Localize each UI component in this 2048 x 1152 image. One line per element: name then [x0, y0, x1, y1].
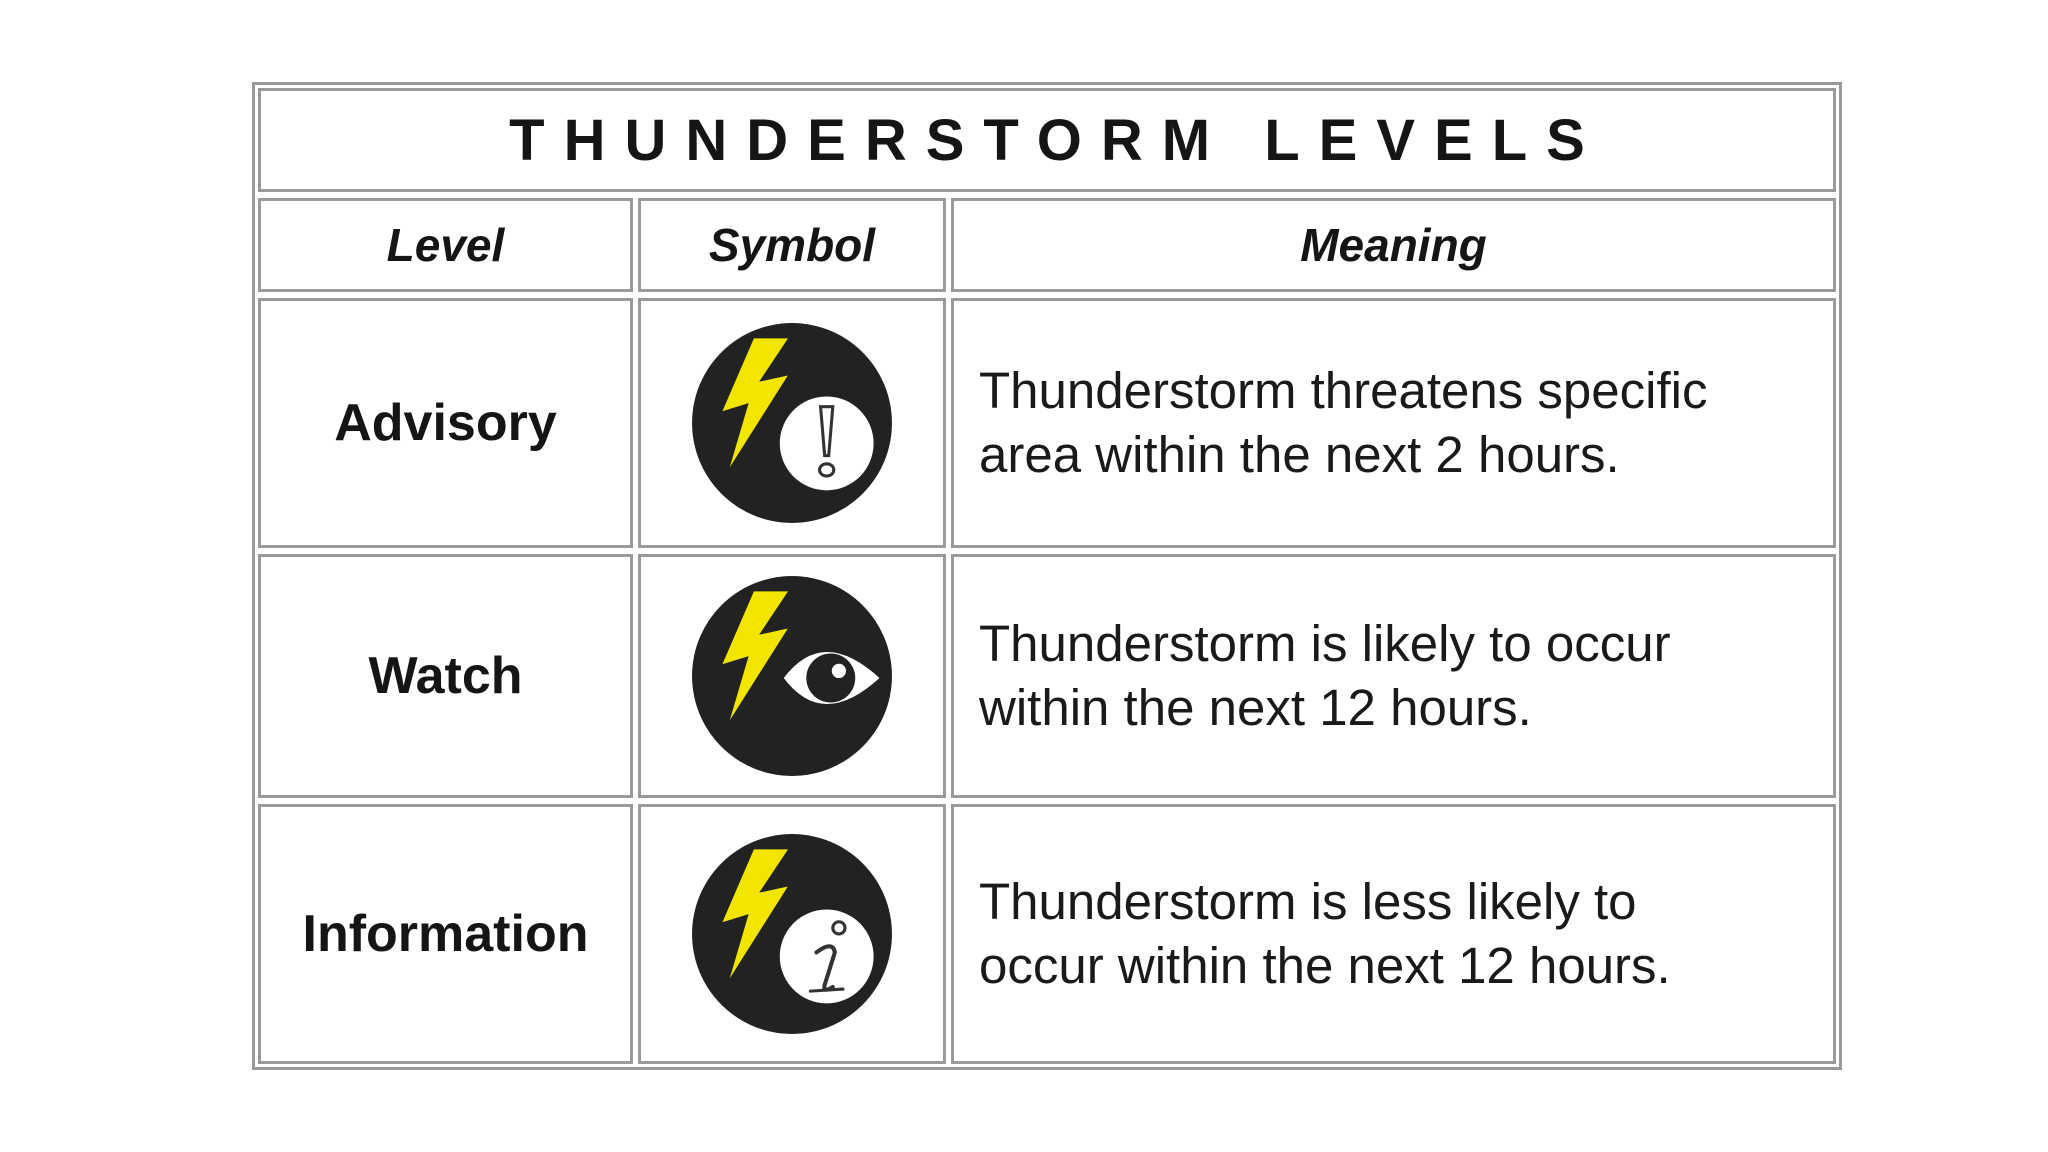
table-title: THUNDERSTORM LEVELS [509, 107, 1604, 173]
header-level: Level [386, 219, 505, 271]
header-meaning-cell [951, 198, 1836, 292]
table-row-information-meaning [951, 804, 1836, 1064]
table-row-advisory-symbol [638, 298, 946, 548]
table-row-advisory-level [258, 298, 633, 548]
table-row-information-symbol [638, 804, 946, 1064]
level-label: Information [302, 905, 589, 963]
header-level-cell [258, 198, 633, 292]
level-label: Watch [368, 647, 523, 705]
table-row-advisory-meaning [951, 298, 1836, 548]
meaning-text: Thunderstorm is less likely to occur within the next 12 hours. [979, 873, 1671, 994]
table-title-cell [258, 88, 1836, 192]
lightning-exclamation-icon [690, 321, 894, 525]
lightning-info-icon [690, 832, 894, 1036]
header-symbol-cell [638, 198, 946, 292]
table-row-watch-meaning [951, 554, 1836, 798]
table-row-watch-symbol [638, 554, 946, 798]
table-row-information-level [258, 804, 633, 1064]
lightning-eye-icon [690, 574, 894, 778]
meaning-text: Thunderstorm threatens specific area within the next 2 hours. [979, 362, 1708, 483]
level-label: Advisory [334, 394, 557, 452]
table-row-watch-level [258, 554, 633, 798]
meaning-text: Thunderstorm is likely to occur within the next 12 hours. [979, 615, 1671, 736]
header-meaning: Meaning [1300, 219, 1487, 271]
header-symbol: Symbol [708, 219, 876, 271]
